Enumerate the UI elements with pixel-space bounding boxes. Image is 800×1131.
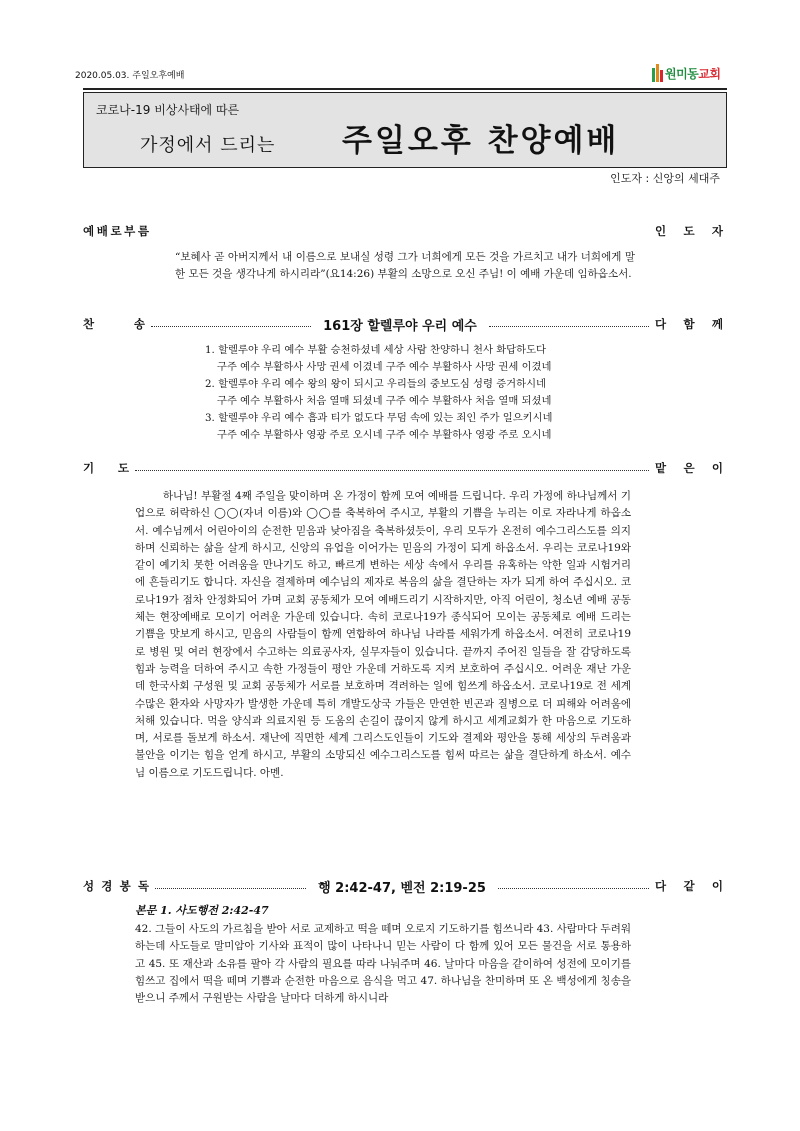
scripture-text: 42. 그들이 사도의 가르침을 받아 서로 교제하고 떡을 떼며 오로지 기도하기를 힘쓰니라 43. 사람마다 두려워하는데 사도들로 말미암아 기사와 표적이 많이 나타나니 믿는 사람이 다 함께 있어 모든 물건을 서로 통용하고 45. 또 재산과 소유를 팔아 각 사람의 필요를 따라 나눠주며 46. 날마다 마음을 같이하여 성전에 모이기를 힘쓰고 집에서 떡을 떼며 기쁨과 순전한 마음으로 음식을 먹고 47. 하나님을 찬미하며 또 온 백성에게 칭송을 받으니 주께서 구원받는 사람을 날마다 더하게 하시니라 — [135, 923, 631, 1005]
section-scripture — [83, 877, 723, 895]
date-label: 2020.05.03. 주일오후예배 — [75, 71, 185, 81]
hymn-line: 구주 예수 부활하사 사망 권세 이겼네 구주 예수 부활하사 사망 권세 이겼네 — [217, 361, 552, 373]
leader-dots — [155, 888, 306, 889]
section-label: 성 경 봉 독 — [83, 879, 149, 893]
section-role: 인 도 자 — [655, 224, 723, 238]
logo-text: 원미동교회 — [665, 66, 721, 81]
call-to-worship-text: “보혜사 곧 아버지께서 내 이름으로 보내실 성령 그가 너희에게 모든 것을 가르치고 내가 너희에게 말한 모든 것을 생각나게 하시리라”(요14:26) 부활의 소망으로 오신 주님! 이 예배 가운데 임하옵소서. — [175, 251, 635, 281]
section-role: 다 함 께 — [655, 317, 723, 331]
section-call-to-worship — [83, 222, 723, 240]
hymn-title: 161장 할렐루야 우리 예수 — [323, 318, 477, 334]
page-title: 주일오후 찬양예배 — [342, 123, 620, 159]
leader-dots — [135, 470, 649, 471]
section-role: 다 같 이 — [655, 879, 723, 893]
passage-title: 본문 1. 사도행전 2:42-47 — [135, 904, 269, 917]
title-top-rule — [83, 88, 727, 90]
leader-dots — [498, 888, 649, 889]
prayer-text: 하나님! 부활절 4째 주일을 맞이하며 온 가정이 함께 모여 예배를 드립니다. 우리 가정에 하나님께서 기업으로 허락하신 ◯◯(자녀 이름)와 ◯◯를 축복하여 주시고, 부활의 기쁨을 누리는 이로 자라나게 하옵소서. 예수님께서 어린아이의 순전한 믿음과 낮아짐을 축복하셨듯이, 우리 모두가 온전히 예수그리스도를 의지하며 신뢰하는 삶을 살게 하시고, 신앙의 유업을 이어가는 믿음의 가정이 되게 하옵소서. 우리는 코로나19와 같이 예기치 못한 어려움을 만나기도 하고, 빠르게 변하는 세상 속에서 우리를 유혹하는 악한 일과 시험거리에 흔들리기도 합니다. 자신을 결제하며 예수님의 제자로 복음의 삶을 결단하는 자가 되게 하여 주십시오. 코로나19가 점차 안정화되어 가며 교회 공동체가 모여 예배드리기 시작하지만, 아직 어린이, 청소년 예배 공동체는 현장예배로 모이기 어려운 가운데 있습니다. 속히 코로나19가 종식되어 모이는 공동체로 예배 드리는 기쁨을 맛보게 하시고, 믿음의 사람들이 함께 연합하여 하나님 나라를 세워가게 하옵소서. 여전히 코로나19로 병원 및 여러 현장에서 수고하는 의료공사자, 실무자들이 있습니다. 끝까지 주어진 일들을 잘 감당하도록 힘과 능력을 더하여 주시고 속한 가정들이 평안 가운데 거하도록 지켜 보호하여 주십시오. 어려운 재난 가운데 한국사회 구성원 및 교회 공동체가 서로를 보호하며 격려하는 일에 힘쓰게 하옵소서. 코로나19로 전 세계 수많은 환자와 사망자가 발생한 가운데 특히 개발도상국 가들은 만연한 빈곤과 질병으로 더 피해와 어려움에 처해 있습니다. 먹을 양식과 의료지원 등 도움의 손길이 끊이지 않게 하시고 세계교회가 한 마음으로 기도하며, 서로를 돌보게 하소서. 재난에 직면한 세계 그리스도인들이 기도와 결제와 평안을 통해 세상의 두려움과 불안을 이기는 힘을 얻게 하시고, 부활의 소망되신 예수그리스도를 힘써 따르는 삶을 결단하게 하소서. 예수님 이름으로 기도드립니다. 아멘. — [135, 490, 631, 779]
hymn-line: 구주 예수 부활하사 영광 주로 오시네 구주 예수 부활하사 영광 주로 오시네 — [217, 429, 552, 441]
section-label: 기 도 — [83, 461, 129, 475]
title-subtitle: 코로나-19 비상사태에 따른 — [96, 103, 240, 117]
leader-label: 인도자 : 신앙의 세대주 — [610, 172, 720, 185]
section-label: 찬 송 — [83, 317, 145, 331]
section-prayer — [83, 459, 723, 477]
church-logo — [650, 64, 720, 82]
section-label: 예 배 로 부 름 — [83, 224, 149, 238]
leader-dots — [489, 326, 649, 327]
church-logo-icon — [650, 64, 664, 82]
hymn-line: 2. 할렐루야 우리 예수 왕의 왕이 되시고 우리들의 중보도심 성령 증거하시네 — [205, 378, 546, 390]
section-hymn — [83, 315, 723, 333]
hymn-line: 3. 할렐루야 우리 예수 흠과 티가 없도다 무덤 속에 있는 죄인 주가 일으키시네 — [205, 412, 553, 424]
section-role: 맡 은 이 — [655, 461, 723, 475]
hymn-lyrics — [205, 342, 553, 444]
hymn-line: 1. 할렐루야 우리 예수 부활 승천하셨네 세상 사람 찬양하니 천사 화답하도다 — [205, 344, 546, 356]
title-box — [83, 92, 727, 168]
title-left: 가정에서 드리는 — [140, 135, 276, 156]
leader-dots — [151, 326, 311, 327]
hymn-line: 구주 예수 부활하사 처음 열매 되셨네 구주 예수 부활하사 처음 열매 되셨네 — [217, 395, 552, 407]
scripture-title: 행 2:42-47, 벧전 2:19-25 — [318, 880, 486, 896]
